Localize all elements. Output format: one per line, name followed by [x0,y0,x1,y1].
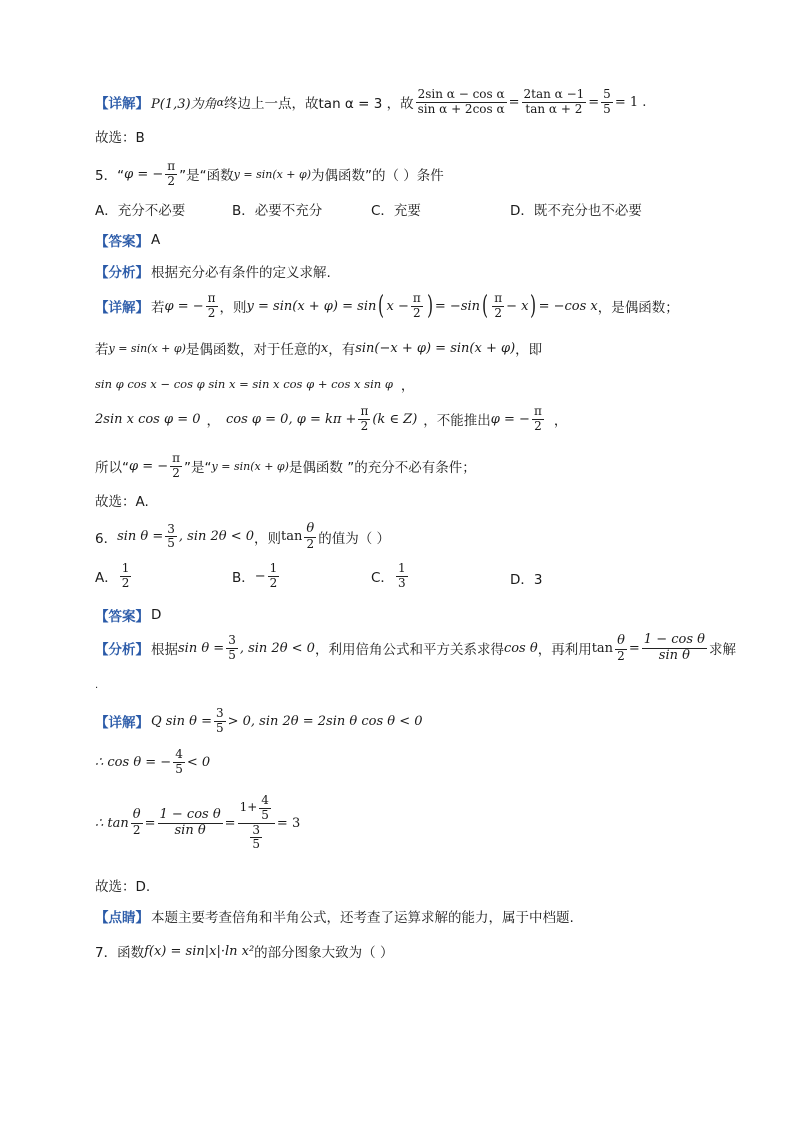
q5-d4-e: ，不能推出 [423,413,491,430]
q6-stem-e: 的值为（ ） [318,530,391,547]
q5-detail-line2 [95,338,542,358]
q4-alpha: α [216,95,225,109]
q6-an-c: , sin 2θ < 0 [239,640,315,656]
q5-d4-d: (k ∈ Z) [372,411,418,427]
q5-pi-frac: $\frac{\pi}{2}$ [167,159,176,188]
q5-d5-frac: $\frac{\pi}{2}$ [172,451,181,480]
analysis-label: 【分析】 [95,642,149,659]
q6-stem-d: tan [281,529,303,545]
q5-d5-d: y = sin(x + φ) [211,459,289,473]
q6-comment [95,906,574,926]
comment-label: 【点睛】 [95,910,149,926]
q5-detail-line5 [95,452,476,481]
q5-d1-h: ，是偶函数； [597,300,679,317]
q6-an-d: ，利用倍角公式和平方关系求得 [314,642,504,659]
q5-detail-line3 [95,374,414,394]
q5-d5-a: 所以“ [95,460,129,477]
q5-stem-mid: ”是“函数 [179,168,234,185]
q5-d2-a: 若 [95,342,109,358]
q6-option-c: C． $\frac{1}{3}$ [371,561,406,590]
q6-option-a: A． $\frac{1}{2}$ [95,561,130,590]
q5-d1-phi: φ = − [164,298,204,314]
q5-option-b: B．必要不充分 [232,203,323,219]
q5-d2-b: y = sin(x + φ) [108,341,186,355]
q5-detail-line4 [95,405,567,434]
q6-d2-frac: $\frac{4}{5}$ [175,747,183,776]
q4-frac2: $\frac{\text{2tan α −1}}{\text{tan α + 2}}$ [523,87,585,116]
q6-option-b: B． − $\frac{1}{2}$ [232,561,278,590]
q5-d1-d: x − [386,298,409,314]
detail-label: 【详解】 [95,300,149,317]
q5-d4-g: ， [553,413,568,430]
q6-d3-c: = [224,815,236,831]
q7-suffix: 的部分图象大致为（ ） [254,945,394,961]
q5-d2-c: 是偶函数，对于任意的 [185,342,321,358]
q5-d4-frac: $\frac{\pi}{2}$ [360,404,369,433]
q6-d3-frac1: $\frac{\theta}{2}$ [132,807,141,838]
q6-an-g: tan [591,640,614,656]
q6-an-a: 根据 [151,642,178,659]
q6-d2-b: < 0 [186,754,211,770]
q6-detail-line2 [95,748,210,777]
q5-detail-line1: 【详解】 若 φ = − $\frac{\pi}{2}$ ，则 y = sin(x + φ) = sin ( x − $\frac{\pi}{2}$ ) = −sin ( $\frac{\pi}{2}$ − x ) = −cos x ，是偶函数； [95,291,679,322]
q6-an-i: 求解 [708,642,736,659]
q6-stem-frac2: $\frac{\theta}{2}$ [306,521,315,551]
q5-option-c: C．充要 [371,203,421,219]
q6-an-frac3: $\frac{\text{1 − cos θ}}{\text{sin θ}}$ [643,632,705,663]
q6-answer-value: D [151,607,162,623]
detail-label: 【详解】 [95,715,149,732]
q5-option-d: D．既不充分也不必要 [510,203,642,219]
q5-number: 5．“ [95,168,125,185]
q6-d2-a: ∴ cos θ = − [95,754,172,770]
q5-analysis [95,261,331,281]
q6-stem-b: , sin 2θ < 0 [178,529,255,545]
q7-prefix: 7．函数 [95,945,145,961]
q5-phi: φ = − [124,166,164,182]
q6-an-b: sin θ = [178,640,225,656]
q5-d1-b: ，则 [219,300,247,317]
q5-d2-f: ，即 [515,342,543,358]
q4-frac1: $\frac{\text{2sin α − cos α}}{\text{sin α + 2cos α}}$ [417,87,505,116]
q5-d3-end: ， [400,378,415,394]
q6-d3-b: = [144,815,156,831]
q6-analysis [95,633,736,664]
q6-an-frac2: $\frac{\theta}{2}$ [617,632,625,663]
q7-stem [95,941,393,961]
q5-d5-e: 是偶函数 ”的充分不必有条件； [288,460,476,477]
q5-d4-frac2: $\frac{\pi}{2}$ [533,404,542,433]
q5-stem [95,160,444,189]
q5-choice: 故选：A. [95,494,149,510]
q5-analysis-text: 根据充分必有条件的定义求解. [151,265,331,281]
q5-d1-f: − x [506,298,529,314]
q5-d4-c: cos φ = 0, φ = kπ + [226,411,357,427]
q5-d3: sin φ cos x − cos φ sin x = sin x cos φ + cos x sin φ [95,377,393,391]
q6-stem [95,522,390,552]
analysis-label: 【分析】 [95,265,149,281]
answer-label: 【答案】 [95,234,149,250]
q5-d4-a: 2sin x cos φ = 0 [95,411,201,427]
q6-d3-d: = 3 [276,815,301,831]
q6-stem-frac: $\frac{3}{5}$ [167,521,175,551]
q6-option-d: D．3 [510,572,543,588]
q6-detail-line3 [95,794,300,852]
answer-label: 【答案】 [95,609,149,625]
q5-answer-value: A [151,232,161,248]
q6-d1-frac: $\frac{3}{5}$ [215,706,224,735]
q6-an-h: = [628,640,640,656]
q6-comment-text: 本题主要考查倍角和半角公式，还考查了运算求解的能力，属于中档题. [151,910,574,926]
q7-func: f(x) = sin|x|·ln x² [144,943,255,959]
q5-d5-b: φ = − [129,458,169,474]
q5-d1-e: = −sin [434,298,481,314]
q6-d3-frac2: $\frac{\text{1 − cos θ}}{\text{sin θ}}$ [159,806,221,838]
q5-func: y = sin(x + φ) [233,167,312,181]
q5-d1-a: 若 [151,300,165,317]
q6-number: 6． [95,530,118,547]
q5-d1-frac: $\frac{\pi}{2}$ [207,291,216,320]
q4-point-text: P(1,3)为角 [151,96,217,112]
q5-d1-g: = −cos x [538,298,598,314]
q6-d1-b: > 0, sin 2θ = 2sin θ cos θ < 0 [227,713,423,729]
q4-frac3: $\frac{5}{5}$ [603,87,611,116]
q6-detail-line1 [95,707,423,736]
q6-choice: 故选：D. [95,879,151,895]
q6-d3-a: ∴ tan [95,815,129,831]
q6-stem-a: sin θ = [117,529,164,545]
q6-d3-bigfrac: 1+ $\frac{4}{5}$ $\frac{3}{5}$ [238,794,275,852]
q5-answer [95,230,160,250]
q4-detail-line: 【详解】 P(1,3)为角 α 终边上一点，故tan α = 3 ，故 $\frac{\text{2sin α − cos α}}{\text{sin α + 2cos α}}$ = $\frac{\text{2tan α −1}}{\text{tan α + 2}}$ = $\frac{5}{5}$ = 1 . [95,87,647,116]
q5-d2-d: ，有 [328,342,356,358]
q5-option-a: A．充分不必要 [95,203,186,219]
q5-stem-suffix: 为偶函数”的（ ）条件 [311,168,444,185]
q6-d1-a: Q sin θ = [151,713,212,729]
q5-d1-frac2: $\frac{\pi}{2}$ [412,291,421,320]
q5-d4-b: ， [206,413,221,430]
q6-answer [95,605,161,625]
q5-d2-e: sin(−x + φ) = sin(x + φ) [355,340,516,356]
q6-stem-c: ，则 [254,530,282,547]
q5-d5-c: ”是“ [184,460,212,477]
q6-an-e: cos θ [503,640,538,656]
q6-an-f: ，再利用 [537,642,592,659]
q6-analysis-dot: . [95,680,99,691]
q6-an-frac: $\frac{3}{5}$ [228,633,236,662]
q5-d4-f: φ = − [490,411,530,427]
q5-d1-c: y = sin(x + φ) = sin [246,298,377,314]
q4-result: = 1 . [614,94,647,110]
detail-label: 【详解】 [95,96,149,113]
q4-detail-text: 终边上一点，故tan α = 3 ，故 [224,96,414,113]
q4-choice: 故选：B [95,130,145,146]
q5-d2-x: x [320,340,329,356]
q5-d1-frac3: $\frac{\pi}{2}$ [494,291,503,320]
